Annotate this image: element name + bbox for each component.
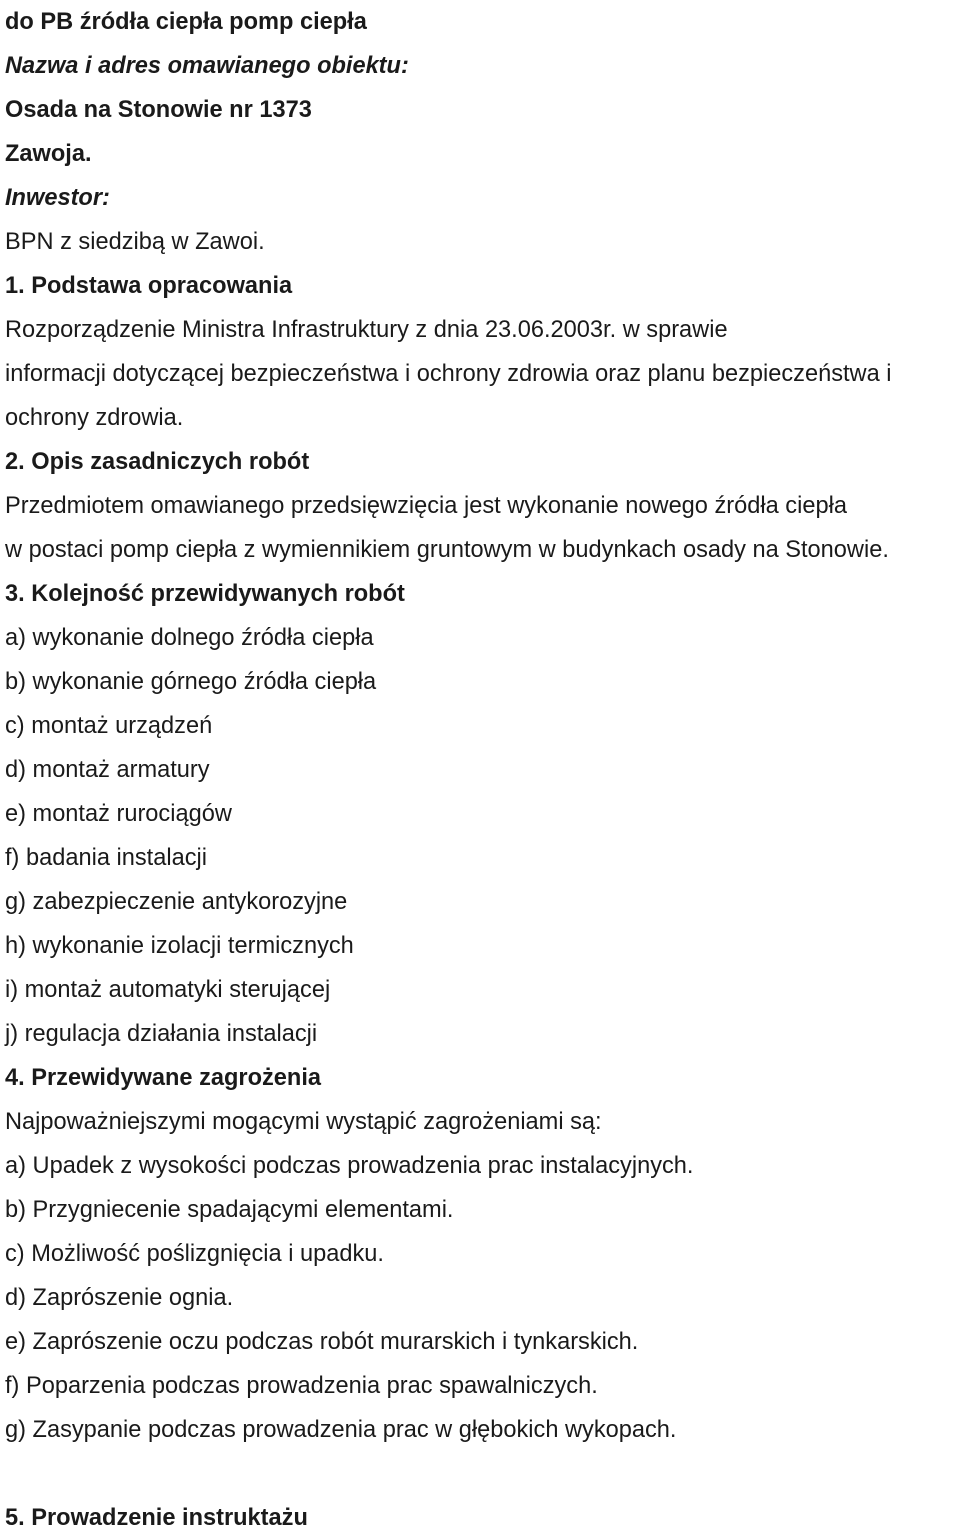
list-item: h) wykonanie izolacji termicznych [5, 933, 354, 959]
list-item: i) montaż automatyki sterującej [5, 977, 331, 1003]
list-item: e) montaż rurociągów [5, 801, 232, 827]
list-item: a) wykonanie dolnego źródła ciepła [5, 625, 374, 651]
section-1-text-line: ochrony zdrowia. [5, 405, 184, 431]
section-4-intro: Najpoważniejszymi mogącymi wystąpić zagrożeniami są: [5, 1109, 602, 1135]
list-item: g) Zasypanie podczas prowadzenia prac w głębokich wykopach. [5, 1417, 677, 1443]
list-item: e) Zaprószenie oczu podczas robót murarskich i tynkarskich. [5, 1329, 639, 1355]
address-line-1: Osada na Stonowie nr 1373 [5, 97, 312, 123]
list-item: g) zabezpieczenie antykorozyjne [5, 889, 348, 915]
section-3-heading: 3. Kolejność przewidywanych robót [5, 581, 405, 607]
investor-value: BPN z siedzibą w Zawoi. [5, 229, 265, 255]
list-item: a) Upadek z wysokości podczas prowadzenia prac instalacyjnych. [5, 1153, 694, 1179]
document-page [5, 0, 955, 1540]
blank-line-spacer [5, 1452, 955, 1496]
section-5-heading: 5. Prowadzenie instruktażu [5, 1505, 308, 1531]
investor-label: Inwestor: [5, 185, 110, 211]
list-item: f) Poparzenia podczas prowadzenia prac spawalniczych. [5, 1373, 598, 1399]
list-item: j) regulacja działania instalacji [5, 1021, 318, 1047]
section-2-text-line: w postaci pomp ciepła z wymiennikiem gruntowym w budynkach osady na Stonowie. [5, 537, 889, 563]
list-item: d) montaż armatury [5, 757, 210, 783]
document-header-line: do PB źródła ciepła pomp ciepła [5, 9, 367, 35]
section-4-heading: 4. Przewidywane zagrożenia [5, 1065, 322, 1091]
object-label: Nazwa i adres omawianego obiektu: [5, 53, 409, 79]
list-item: b) Przygniecenie spadającymi elementami. [5, 1197, 454, 1223]
list-item: c) Możliwość poślizgnięcia i upadku. [5, 1241, 384, 1267]
list-item: c) montaż urządzeń [5, 713, 213, 739]
address-line-2: Zawoja. [5, 141, 92, 167]
list-item: f) badania instalacji [5, 845, 207, 871]
section-1-text-line: informacji dotyczącej bezpieczeństwa i ochrony zdrowia oraz planu bezpieczeństwa i [5, 361, 892, 387]
section-1-heading: 1. Podstawa opracowania [5, 273, 293, 299]
section-2-text-line: Przedmiotem omawianego przedsięwzięcia jest wykonanie nowego źródła ciepła [5, 493, 847, 519]
list-item: d) Zaprószenie ognia. [5, 1285, 234, 1311]
list-item: b) wykonanie górnego źródła ciepła [5, 669, 377, 695]
section-1-text-line: Rozporządzenie Ministra Infrastruktury z dnia 23.06.2003r. w sprawie [5, 317, 728, 343]
section-2-heading: 2. Opis zasadniczych robót [5, 449, 310, 475]
